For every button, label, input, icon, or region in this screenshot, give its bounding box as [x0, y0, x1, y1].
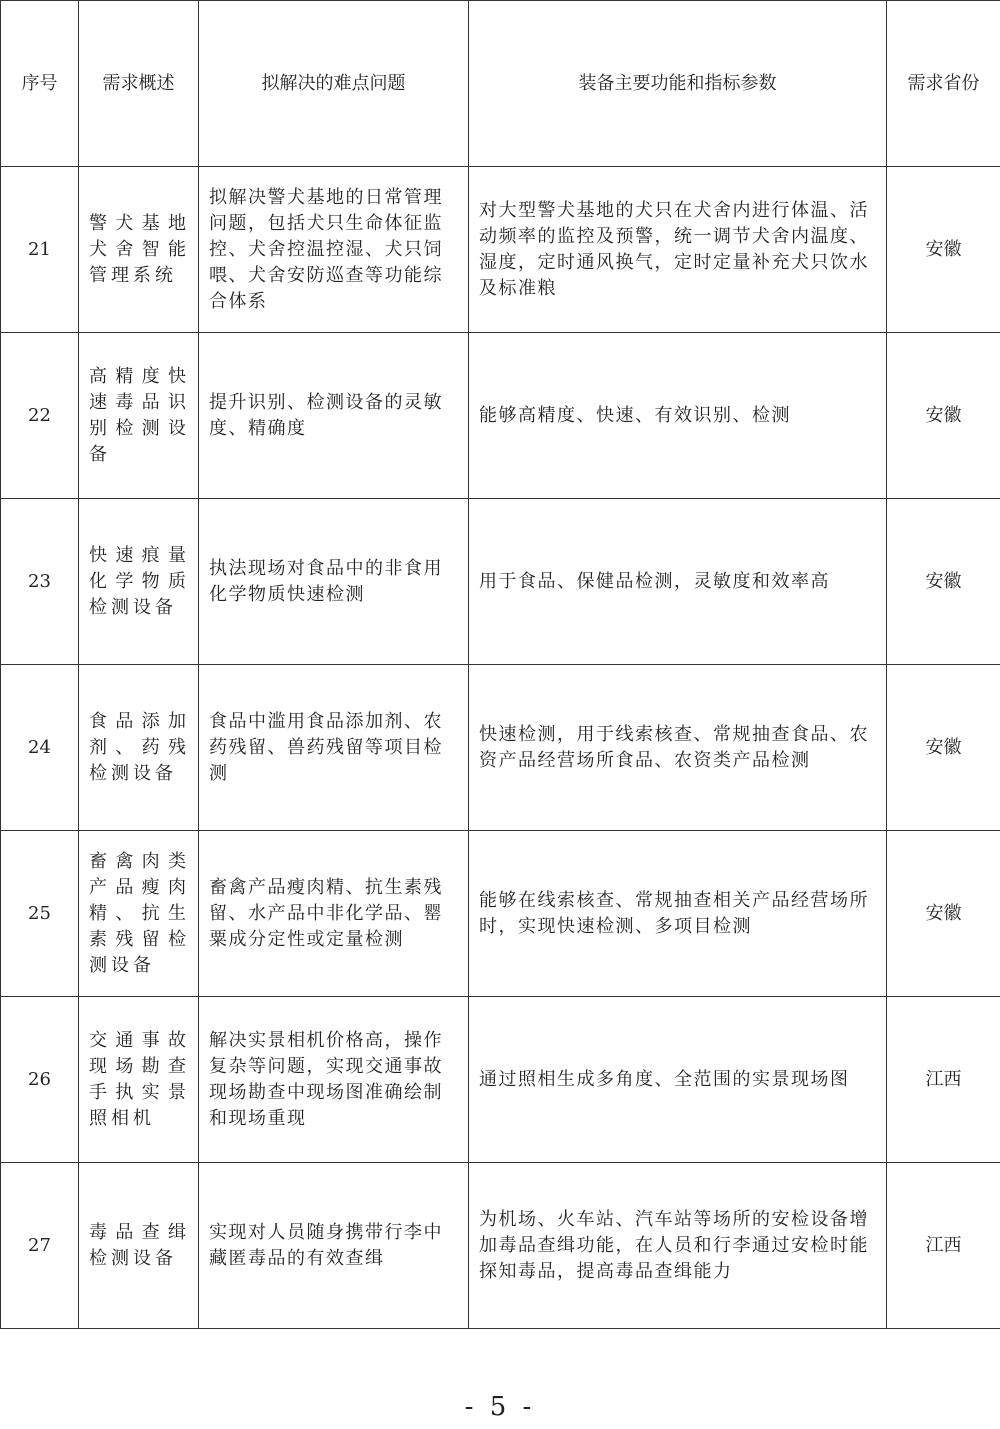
row-problem: 食品中滥用食品添加剂、农药残留、兽药残留等项目检测: [199, 665, 469, 831]
table-row: [1, 1163, 1000, 1329]
row-summary: 快速痕量化学物质检测设备: [79, 499, 199, 665]
row-spec: 能够高精度、快速、有效识别、检测: [469, 333, 887, 499]
row-summary: 高精度快速毒品识别检测设备: [79, 333, 199, 499]
row-spec: 为机场、火车站、汽车站等场所的安检设备增加毒品查缉功能，在人员和行李通过安检时能探知毒品，提高毒品查缉能力: [469, 1163, 887, 1329]
row-province: 江西: [887, 1163, 1000, 1329]
row-spec: 用于食品、保健品检测，灵敏度和效率高: [469, 499, 887, 665]
row-index: 22: [1, 333, 79, 499]
row-province: 安徽: [887, 333, 1000, 499]
row-index: 27: [1, 1163, 79, 1329]
row-index: 26: [1, 997, 79, 1163]
row-summary: 毒品查缉检测设备: [79, 1163, 199, 1329]
row-province: 江西: [887, 997, 1000, 1163]
table-row: [1, 499, 1000, 665]
header-problem: 拟解决的难点问题: [199, 1, 469, 167]
row-index: 24: [1, 665, 79, 831]
row-problem: 执法现场对食品中的非食用化学物质快速检测: [199, 499, 469, 665]
row-spec: 通过照相生成多角度、全范围的实景现场图: [469, 997, 887, 1163]
row-spec: 快速检测，用于线索核查、常规抽查食品、农资产品经营场所食品、农资类产品检测: [469, 665, 887, 831]
header-summary: 需求概述: [79, 1, 199, 167]
row-spec: 对大型警犬基地的犬只在犬舍内进行体温、活动频率的监控及预警，统一调节犬舍内温度、湿度，定时通风换气，定时定量补充犬只饮水及标准粮: [469, 167, 887, 333]
row-index: 25: [1, 831, 79, 997]
header-row: [1, 1, 1000, 167]
row-problem: 提升识别、检测设备的灵敏度、精确度: [199, 333, 469, 499]
row-spec: 能够在线索核查、常规抽查相关产品经营场所时，实现快速检测、多项目检测: [469, 831, 887, 997]
header-province: 需求省份: [887, 1, 1000, 167]
row-problem: 拟解决警犬基地的日常管理问题，包括犬只生命体征监控、犬舍控温控湿、犬只饲喂、犬舍安防巡查等功能综合体系: [199, 167, 469, 333]
row-problem: 畜禽产品瘦肉精、抗生素残留、水产品中非化学品、罂粟成分定性或定量检测: [199, 831, 469, 997]
page-number: - 5 -: [464, 1392, 536, 1422]
table-row: [1, 167, 1000, 333]
table-row: [1, 997, 1000, 1163]
table-row: [1, 831, 1000, 997]
row-summary: 畜禽肉类产品瘦肉精、抗生素残留检测设备: [79, 831, 199, 997]
row-index: 21: [1, 167, 79, 333]
row-province: 安徽: [887, 831, 1000, 997]
row-summary: 食品添加剂、药残检测设备: [79, 665, 199, 831]
row-index: 23: [1, 499, 79, 665]
row-summary: 警犬基地犬舍智能管理系统: [79, 167, 199, 333]
table-row: [1, 333, 1000, 499]
header-index: 序号: [1, 1, 79, 167]
header-spec: 装备主要功能和指标参数: [469, 1, 887, 167]
row-province: 安徽: [887, 499, 1000, 665]
table-row: [1, 665, 1000, 831]
row-summary: 交通事故现场勘查手执实景照相机: [79, 997, 199, 1163]
row-problem: 解决实景相机价格高，操作复杂等问题，实现交通事故现场勘查中现场图准确绘制和现场重现: [199, 997, 469, 1163]
row-province: 安徽: [887, 167, 1000, 333]
row-problem: 实现对人员随身携带行李中藏匿毒品的有效查缉: [199, 1163, 469, 1329]
row-province: 安徽: [887, 665, 1000, 831]
